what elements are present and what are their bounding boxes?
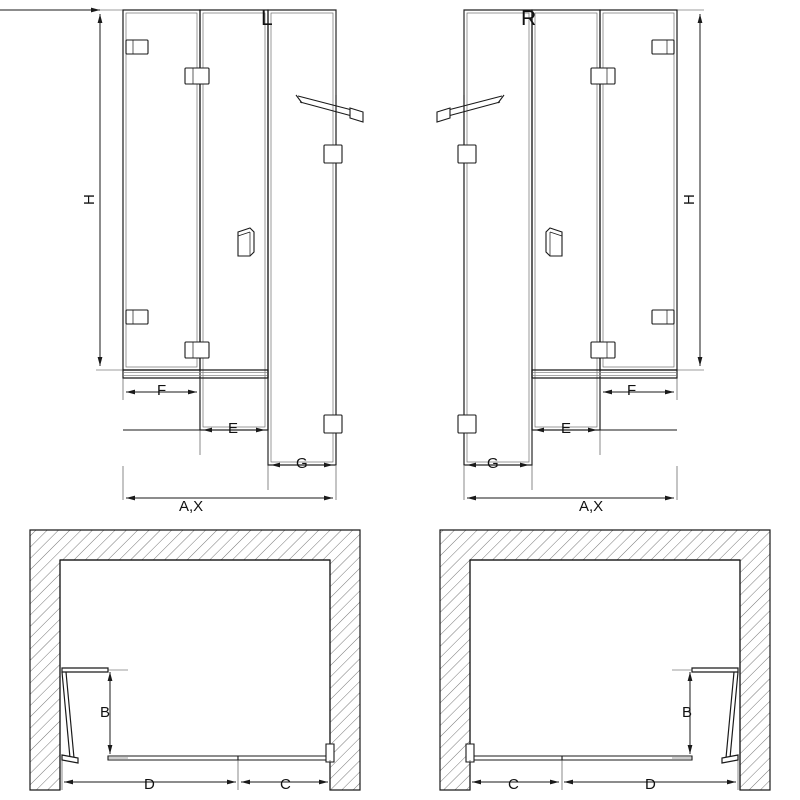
variant-label-right: R (521, 7, 537, 30)
left-segment-f-label: F (157, 382, 167, 399)
left-plan-width-d-label: D (144, 776, 155, 793)
right-segment-g-label: G (487, 455, 499, 472)
left-segment-e-label: E (228, 420, 239, 437)
left-plan-depth-label: B (100, 704, 111, 721)
right-plan-depth-label: B (682, 704, 693, 721)
right-plan-group (440, 530, 770, 793)
left-overall-width-label: A,X (179, 498, 204, 515)
left-height-label: H (81, 194, 98, 205)
left-plan-width-c-label: C (280, 776, 291, 793)
right-plan-width-c-label: C (508, 776, 519, 793)
left-elevation-group (0, 7, 363, 500)
right-plan-width-d-label: D (645, 776, 656, 793)
right-segment-e-label: E (561, 420, 572, 437)
variant-label-left: L (261, 7, 273, 30)
left-segment-g-label: G (296, 455, 308, 472)
right-overall-width-label: A,X (579, 498, 604, 515)
right-segment-f-label: F (627, 382, 637, 399)
left-plan-group (30, 530, 360, 793)
right-height-label: H (681, 194, 698, 205)
